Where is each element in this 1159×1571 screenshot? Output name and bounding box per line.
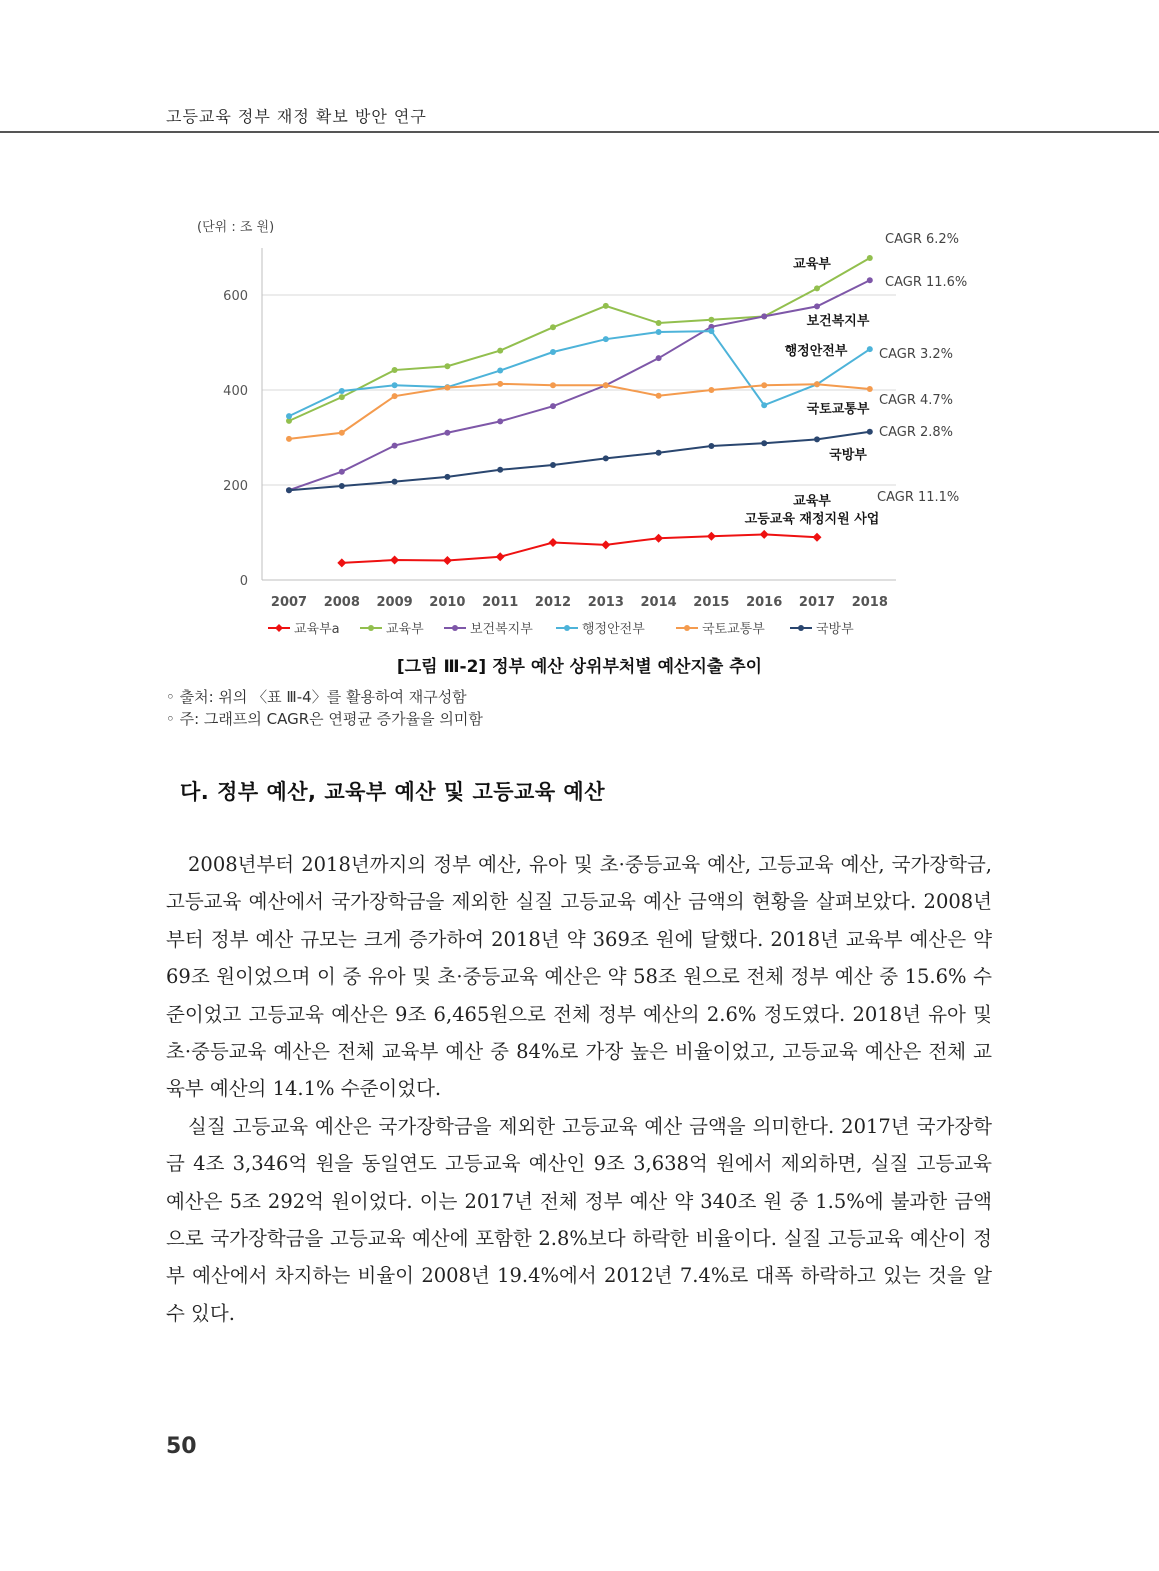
series-annotation: 보건복지부	[806, 314, 870, 329]
legend-marker	[275, 624, 283, 632]
y-tick-label: 0	[239, 574, 248, 589]
data-point	[549, 538, 558, 547]
data-point	[392, 479, 398, 485]
legend-marker	[564, 625, 570, 631]
body-text	[166, 846, 992, 1332]
legend-label: 국방부	[816, 622, 854, 637]
data-point	[497, 368, 503, 374]
data-point	[443, 556, 452, 565]
data-point	[550, 382, 556, 388]
x-tick-label: 2012	[534, 595, 572, 610]
data-point	[761, 402, 767, 408]
y-tick-label: 400	[223, 384, 248, 399]
data-point	[708, 317, 714, 323]
data-point	[497, 467, 503, 473]
legend-marker	[798, 625, 804, 631]
data-point	[497, 381, 503, 387]
data-point	[392, 382, 398, 388]
series-line	[289, 331, 870, 416]
data-point	[550, 403, 556, 409]
data-point	[496, 552, 505, 561]
x-tick-label: 2009	[376, 595, 413, 610]
data-point	[708, 443, 714, 449]
cagr-label: CAGR 6.2%	[885, 232, 960, 247]
data-point	[286, 487, 292, 493]
data-point	[444, 474, 450, 480]
x-tick-label: 2016	[746, 595, 783, 610]
data-point	[339, 394, 345, 400]
legend-label: 교육부a	[294, 622, 340, 637]
x-tick-label: 2011	[482, 595, 519, 610]
data-point	[337, 558, 346, 567]
series-line	[342, 534, 817, 563]
data-point	[814, 381, 820, 387]
data-point	[603, 336, 609, 342]
data-point	[392, 367, 398, 373]
series-annotation: 행정안전부	[784, 344, 848, 359]
data-point	[497, 418, 503, 424]
line-chart	[0, 0, 1159, 650]
data-point	[339, 469, 345, 475]
page-number: 50	[166, 1434, 197, 1459]
series-annotation: 교육부	[793, 494, 831, 509]
data-point	[656, 393, 662, 399]
data-point	[761, 440, 767, 446]
legend-label: 교육부	[386, 622, 424, 637]
cagr-label: CAGR 2.8%	[879, 425, 954, 440]
data-point	[603, 303, 609, 309]
data-point	[761, 313, 767, 319]
data-point	[814, 303, 820, 309]
data-point	[654, 534, 663, 543]
legend-marker	[684, 625, 690, 631]
data-point	[707, 532, 716, 541]
data-point	[814, 285, 820, 291]
data-point	[444, 430, 450, 436]
series-line	[289, 384, 870, 439]
section-heading: 다. 정부 예산, 교육부 예산 및 고등교육 예산	[180, 780, 605, 804]
series-annotation: 고등교육 재정지원 사업	[744, 512, 880, 527]
legend-label: 행정안전부	[582, 622, 645, 637]
x-tick-label: 2013	[587, 595, 624, 610]
data-point	[550, 349, 556, 355]
data-point	[339, 430, 345, 436]
data-point	[867, 277, 873, 283]
y-tick-label: 600	[223, 289, 248, 304]
x-tick-label: 2018	[851, 595, 888, 610]
data-point	[867, 386, 873, 392]
data-point	[708, 387, 714, 393]
data-point	[867, 255, 873, 261]
figure-caption: [그림 Ⅲ-2] 정부 예산 상위부처별 예산지출 추이	[396, 657, 763, 677]
x-tick-label: 2015	[693, 595, 730, 610]
series-annotation: 국방부	[829, 448, 867, 463]
data-point	[286, 436, 292, 442]
series-annotation: 교육부	[793, 257, 831, 272]
cagr-label: CAGR 3.2%	[879, 347, 954, 362]
figure-notes	[166, 686, 483, 730]
data-point	[656, 329, 662, 335]
data-point	[392, 443, 398, 449]
cagr-note: ◦ 주: 그래프의 CAGR은 연평균 증가율을 의미함	[166, 710, 483, 728]
data-point	[867, 346, 873, 352]
data-point	[813, 533, 822, 542]
legend-label: 보건복지부	[470, 622, 533, 637]
paragraph: 실질 고등교육 예산은 국가장학금을 제외한 고등교육 예산 금액을 의미한다. 2017년 국가장학금 4조 3,346억 원을 동일연도 고등교육 예산인 9조 3,638억 원에서 제외하면, 실질 고등교육 예산은 5조 292억 원이었다. 이는 2017년 전체 정부 예산 약 340조 원 중 1.5%에 불과한 금액으로 국가장학금을 고등교육 예산에 포함한 2.8%보다 하락한 비율이다. 실질 고등교육 예산이 정부 예산에서 차지하는 비율이 2008년 19.4%에서 2012년 7.4%로 대폭 하락하고 있는 것을 알 수 있다.	[166, 1114, 992, 1325]
data-point	[339, 483, 345, 489]
x-tick-label: 2008	[323, 595, 360, 610]
data-point	[444, 385, 450, 391]
data-point	[760, 530, 769, 539]
legend-marker	[368, 625, 374, 631]
cagr-label: CAGR 11.1%	[877, 490, 960, 505]
legend-label: 국토교통부	[702, 622, 765, 637]
series-line	[289, 432, 870, 490]
data-point	[656, 320, 662, 326]
paragraph: 2008년부터 2018년까지의 정부 예산, 유아 및 초·중등교육 예산, 고등교육 예산, 국가장학금, 고등교육 예산에서 국가장학금을 제외한 실질 고등교육 예산 금액의 현황을 살펴보았다. 2008년부터 정부 예산 규모는 크게 증가하여 2018년 약 369조 원에 달했다. 2018년 교육부 예산은 약 69조 원이었으며 이 중 유아 및 초·중등교육 예산은 약 58조 원으로 전체 정부 예산 중 15.6% 수준이었고 고등교육 예산은 9조 6,465원으로 전체 정부 예산의 2.6% 정도였다. 2018년 유아 및 초·중등교육 예산은 전체 교육부 예산 중 84%로 가장 높은 비율이었고, 고등교육 예산은 전체 교육부 예산의 14.1% 수준이었다.	[166, 853, 992, 1101]
cagr-label: CAGR 11.6%	[885, 275, 968, 290]
running-title: 고등교육 정부 재정 확보 방안 연구	[166, 107, 427, 126]
data-point	[550, 324, 556, 330]
x-tick-label: 2010	[429, 595, 466, 610]
data-point	[656, 450, 662, 456]
x-tick-label: 2017	[798, 595, 836, 610]
x-tick-label: 2007	[270, 595, 308, 610]
data-point	[550, 462, 556, 468]
series-annotation: 국토교통부	[806, 402, 870, 417]
data-point	[761, 382, 767, 388]
y-tick-label: 200	[223, 479, 248, 494]
data-point	[814, 436, 820, 442]
data-point	[392, 393, 398, 399]
source-note: ◦ 출처: 위의 〈표 Ⅲ-4〉를 활용하여 재구성함	[166, 688, 467, 706]
legend-marker	[452, 625, 458, 631]
data-point	[867, 429, 873, 435]
x-tick-label: 2014	[640, 595, 677, 610]
data-point	[656, 355, 662, 361]
data-point	[286, 413, 292, 419]
data-point	[444, 363, 450, 369]
cagr-label: CAGR 4.7%	[879, 393, 954, 408]
data-point	[601, 540, 610, 549]
data-point	[603, 382, 609, 388]
data-point	[390, 556, 399, 565]
data-point	[339, 388, 345, 394]
unit-label: (단위 : 조 원)	[197, 220, 275, 235]
data-point	[708, 328, 714, 334]
data-point	[497, 348, 503, 354]
data-point	[603, 455, 609, 461]
